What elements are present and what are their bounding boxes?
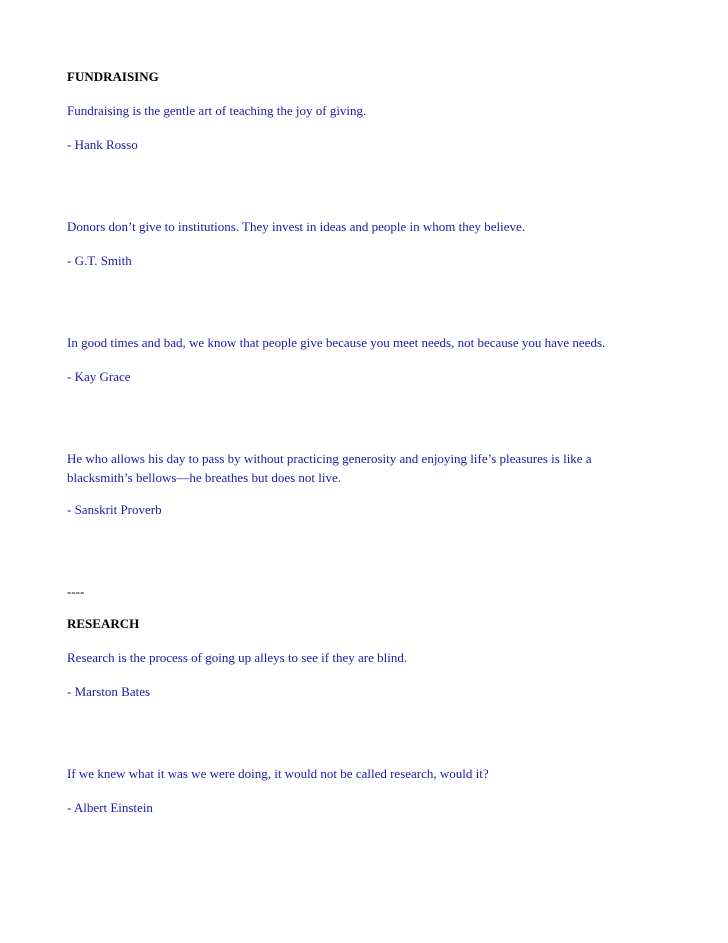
- quote-text: In good times and bad, we know that people give because you meet needs, not because you have needs.: [67, 335, 606, 350]
- quote-author: - Kay Grace: [67, 369, 131, 384]
- quote-text: Donors don’t give to institutions. They invest in ideas and people in whom they believe.: [67, 219, 526, 234]
- section-separator: ----: [67, 584, 85, 599]
- section-heading-research: RESEARCH: [67, 616, 140, 631]
- quote-text: If we knew what it was we were doing, it would not be called research, would it?: [67, 766, 489, 781]
- quote-text: He who allows his day to pass by without practicing generosity and enjoying life’s pleasures is like a blacksmith’s bellows—he breathes but does not live.: [67, 451, 592, 485]
- quote-author: - Marston Bates: [67, 684, 151, 699]
- quote-author: - Hank Rosso: [67, 137, 138, 152]
- section-heading-fundraising: FUNDRAISING: [67, 69, 159, 84]
- quote-author: - G.T. Smith: [67, 253, 132, 268]
- quote-author: - Albert Einstein: [67, 800, 153, 815]
- quote-text: Fundraising is the gentle art of teaching the joy of giving.: [67, 103, 367, 118]
- quote-text: Research is the process of going up alleys to see if they are blind.: [67, 650, 408, 665]
- quote-author: - Sanskrit Proverb: [67, 502, 162, 517]
